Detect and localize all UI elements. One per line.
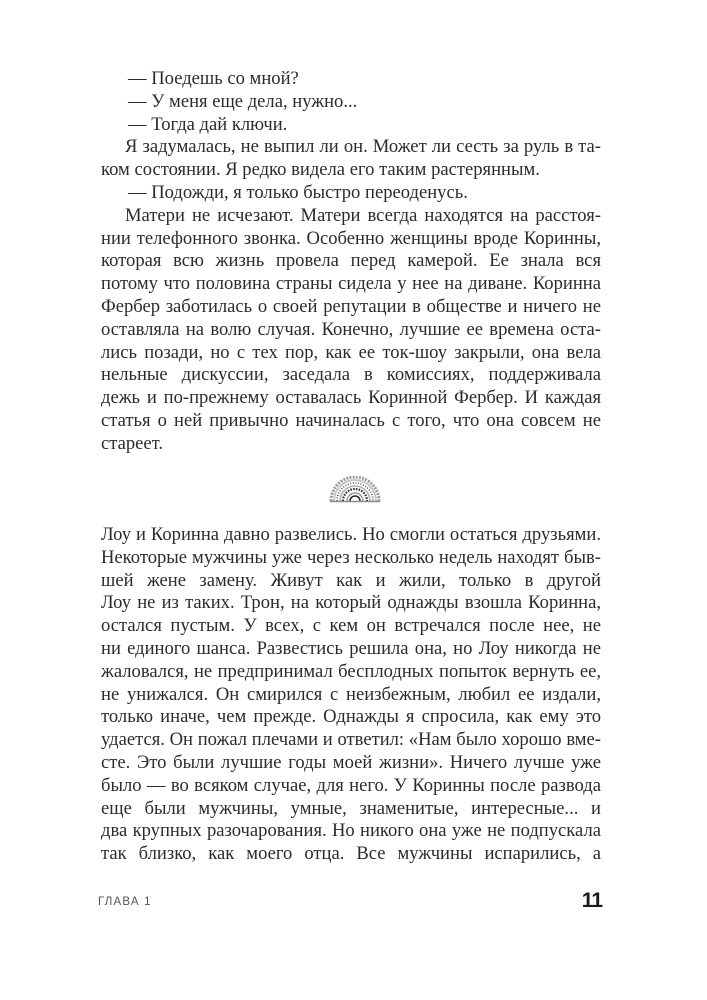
text-line: остался пустым. У всех, с кем он встречался после нее, не (101, 615, 601, 637)
text-line: ни единого шанса. Развестись решила она, но Лоу никогда не (101, 637, 601, 659)
text-line: Я задумалась, не выпил ли он. Может ли сесть за руль в та- (125, 136, 601, 158)
text-line: нельные дискуссии, заседала в комиссиях, поддерживала (101, 364, 601, 386)
text-line: еще были мужчины, умные, знаменитые, интересные... и (101, 797, 601, 819)
text-line: не унижался. Он смирился с неизбежным, любил ее издали, (101, 683, 601, 705)
text-line: ком состоянии. Я редко видела его таким растерянным. (101, 159, 540, 181)
text-line: статья о ней привычно начиналась с того, что она совсем не (101, 409, 601, 431)
text-line: Матери не исчезают. Матери всегда находятся на расстоя- (125, 204, 601, 226)
text-section-before-break (101, 68, 601, 456)
text-line: Некоторые мужчины уже через несколько недель находят быв- (101, 546, 601, 568)
text-line: шей жене замену. Живут как и жили, только в другой (101, 569, 601, 591)
text-line: лись позади, но с тех пор, как ее ток-шоу закрыли, она вела (101, 341, 601, 363)
text-line: которая всю жизнь провела перед камерой. Ее знала вся (101, 250, 601, 272)
text-line: так близко, как моего отца. Все мужчины испарились, а (101, 843, 601, 865)
text-line: Фербер заботилась о своей репутации в обществе и ничего не (101, 295, 601, 317)
text-line: жаловался, не предпринимал бесплодных попыток вернуть ее, (101, 660, 601, 682)
text-line: было — во всяком случае, для него. У Коринны после развода (101, 774, 601, 796)
text-line: — У меня еще дела, нужно... (128, 90, 358, 112)
text-line: потому что половина страны сидела у нее на диване. Коринна (101, 273, 601, 295)
text-line: — Поедешь со мной? (128, 68, 299, 89)
text-line: сте. Это были лучшие годы моей жизни». Ничего лучше уже (101, 751, 601, 773)
half-rosette-ornament-icon (326, 476, 384, 504)
text-section-after-break (101, 524, 601, 866)
page-number: 11 (581, 889, 602, 912)
text-line: Лоу и Коринна давно развелись. Но смогли остаться друзьями. (101, 524, 601, 545)
text-line: — Подожди, я только быстро переоденусь. (128, 181, 468, 203)
text-line: Лоу не из таких. Трон, на который однажды взошла Коринна, (101, 592, 601, 614)
text-line: только иначе, чем прежде. Однажды я спросила, как ему это (101, 706, 601, 728)
text-line: дежь и по-прежнему оставалась Коринной Фербер. И каждая (101, 387, 601, 409)
text-line: нии телефонного звонка. Особенно женщины вроде Коринны, (101, 227, 601, 249)
text-line: удается. Он пожал плечами и ответил: «Нам было хорошо вме- (101, 729, 601, 751)
text-line: стареет. (101, 432, 164, 454)
text-line: оставляла на волю случая. Конечно, лучшие ее времена оста- (101, 318, 601, 340)
text-line: два крупных разочарования. Но никого она уже не подпускала (101, 820, 601, 842)
running-footer-chapter: ГЛАВА 1 (98, 896, 152, 908)
text-line: — Тогда дай ключи. (128, 113, 288, 135)
